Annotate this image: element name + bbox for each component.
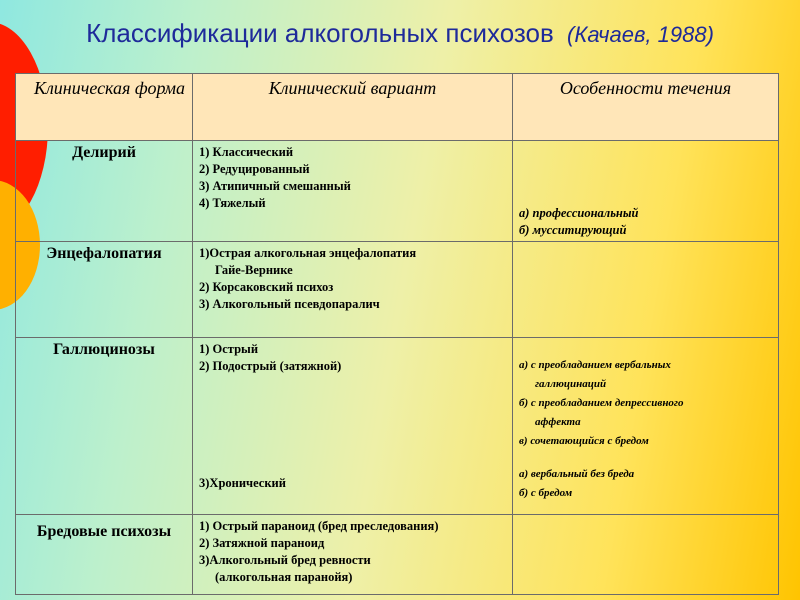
variant-item: Гайе-Вернике — [215, 263, 293, 277]
course-item: а) с преобладанием вербальных — [519, 359, 671, 371]
title-main: Классификации алкогольных психозов — [86, 18, 554, 48]
course-spacer — [519, 451, 772, 465]
variant-item: 2) Затяжной параноид — [199, 536, 325, 550]
variant-item: 2) Подострый (затяжной) — [199, 359, 342, 373]
variant-item: 3)Хронический — [199, 476, 286, 490]
course-item: а) вербальный без бреда — [519, 468, 635, 480]
variant-cell — [193, 242, 513, 338]
header-clinical-variant: Клинический вариант — [193, 74, 513, 141]
header-course-features: Особенности течения — [513, 74, 779, 141]
classification-table — [15, 73, 779, 595]
variant-item: (алкогольная паранойя) — [215, 570, 353, 584]
course-cell — [513, 515, 779, 595]
variant-cell — [193, 515, 513, 595]
course-item: а) профессиональный — [519, 206, 639, 220]
variant-item: 1) Острый — [199, 342, 259, 356]
course-cell — [513, 242, 779, 338]
table-header-row — [16, 74, 779, 141]
course-item: галлюцинаций — [535, 378, 607, 390]
variant-item: 4) Тяжелый — [199, 196, 266, 210]
table-row-hallucinosis — [16, 338, 779, 515]
variant-item: 1) Острый параноид (бред преследования) — [199, 519, 439, 533]
variant-item: 3) Алкогольный псевдопаралич — [199, 297, 380, 311]
course-item: б) с преобладанием депрессивного — [519, 397, 684, 409]
title-author: (Качаев, 1988) — [567, 22, 714, 47]
header-clinical-form: Клиническая форма — [16, 74, 193, 141]
variant-item: 3) Атипичный смешанный — [199, 179, 351, 193]
variant-cell — [193, 338, 513, 515]
form-cell: Делирий — [16, 141, 193, 242]
variant-item: 1)Острая алкогольная энцефалопатия — [199, 246, 417, 260]
course-item: аффекта — [535, 416, 581, 428]
course-item: б) мусситирующий — [519, 223, 627, 237]
course-item: б) с бредом — [519, 487, 573, 499]
form-cell: Галлюцинозы — [16, 338, 193, 515]
variant-item: 1) Классический — [199, 145, 294, 159]
form-cell: Бредовые психозы — [16, 515, 193, 595]
course-cell — [513, 141, 779, 242]
table-row-delirium — [16, 141, 779, 242]
variant-item: 3)Алкогольный бред ревности — [199, 553, 371, 567]
variant-item: 2) Корсаковский психоз — [199, 280, 334, 294]
course-cell — [513, 338, 779, 515]
variant-cell — [193, 141, 513, 242]
variant-item: 2) Редуцированный — [199, 162, 310, 176]
page-title — [0, 18, 800, 49]
table-row-delusional-psychoses — [16, 515, 779, 595]
form-cell: Энцефалопатия — [16, 242, 193, 338]
table-row-encephalopathy — [16, 242, 779, 338]
course-item: в) сочетающийся с бредом — [519, 435, 649, 447]
